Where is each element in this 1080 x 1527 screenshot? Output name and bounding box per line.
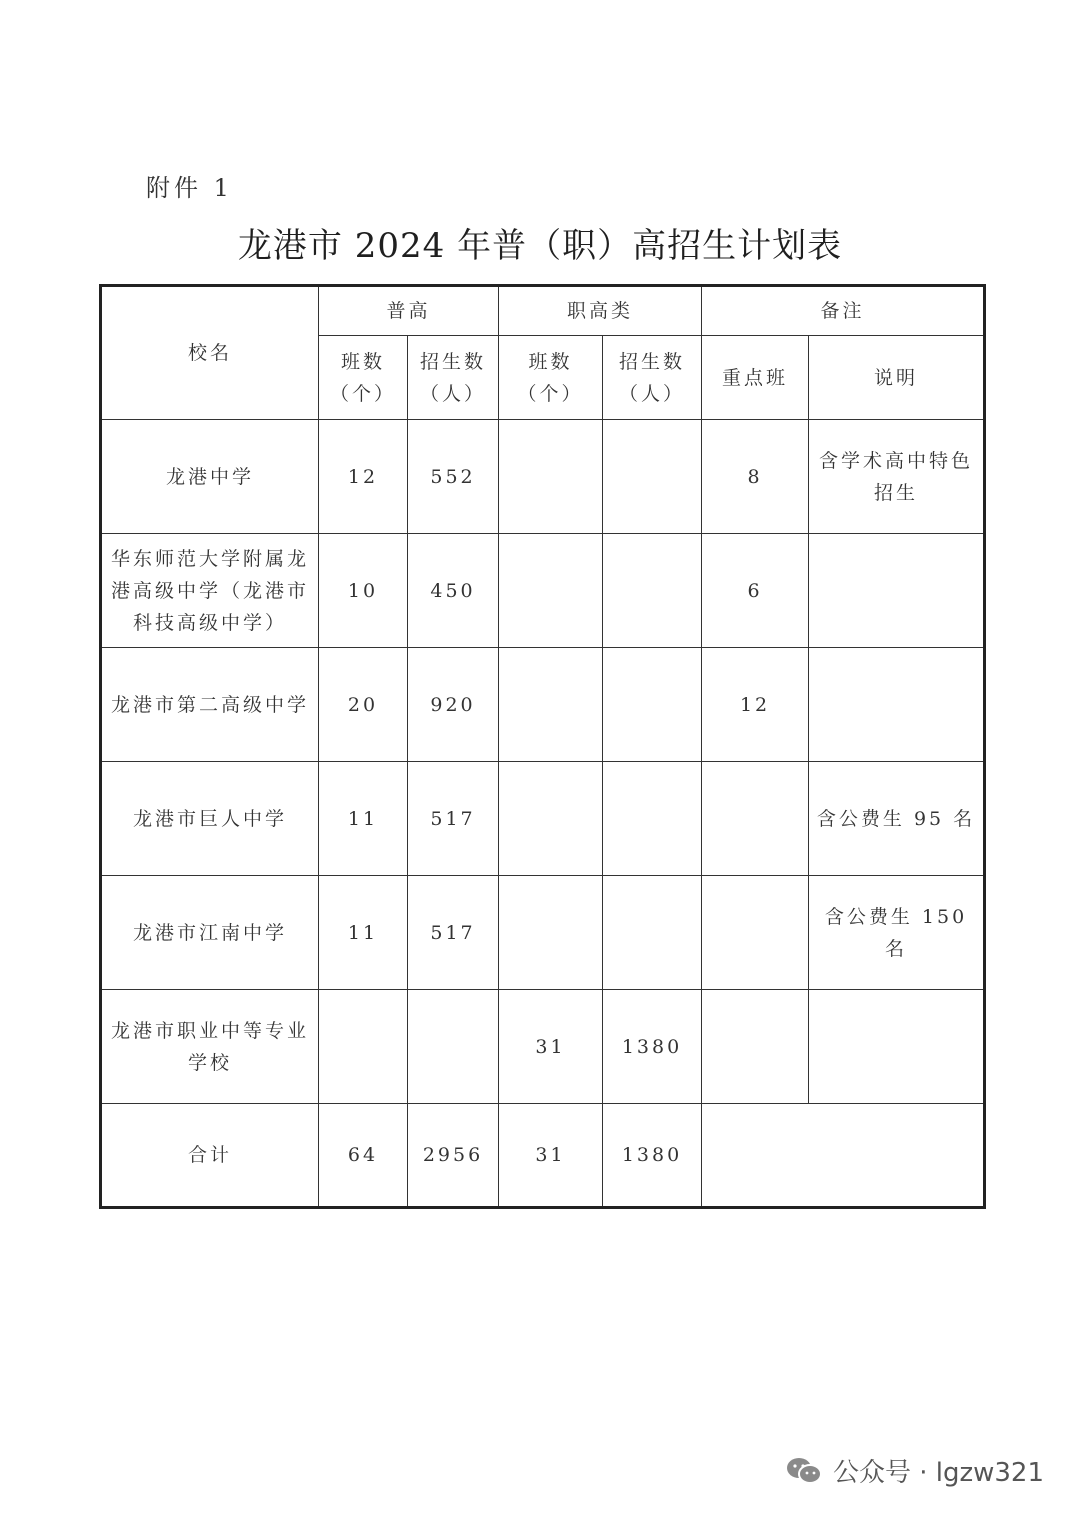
cell-note [809, 990, 985, 1104]
cell-voc-classes: 31 [499, 990, 603, 1104]
cell-key-classes: 6 [702, 534, 809, 648]
table-row [101, 990, 985, 1104]
cell-voc-classes [499, 420, 603, 534]
cell-school: 龙港市巨人中学 [101, 762, 319, 876]
cell-note: 含公费生 150 名 [809, 876, 985, 990]
cell-school: 龙港市第二高级中学 [101, 648, 319, 762]
header-voc-students [603, 336, 702, 420]
cell-general-students: 920 [408, 648, 499, 762]
table-row [101, 648, 985, 762]
total-general-students: 2956 [408, 1104, 499, 1208]
cell-general-classes: 10 [319, 534, 408, 648]
cell-note: 含学术高中特色招生 [809, 420, 985, 534]
total-voc-students: 1380 [603, 1104, 702, 1208]
header-school: 校名 [101, 286, 319, 420]
cell-general-students [408, 990, 499, 1104]
header-general-students-label: 招生数 [420, 350, 487, 373]
total-general-classes: 64 [319, 1104, 408, 1208]
cell-note: 含公费生 95 名 [809, 762, 985, 876]
cell-key-classes: 12 [702, 648, 809, 762]
header-general: 普高 [319, 286, 499, 336]
table-row [101, 420, 985, 534]
cell-general-classes: 12 [319, 420, 408, 534]
total-row [101, 1104, 985, 1208]
table-row [101, 534, 985, 648]
cell-voc-students: 1380 [603, 990, 702, 1104]
table-row [101, 876, 985, 990]
cell-school: 龙港中学 [101, 420, 319, 534]
header-general-students [408, 336, 499, 420]
header-voc-classes-label: 班数 [528, 350, 573, 373]
header-remarks: 备注 [702, 286, 985, 336]
cell-general-students: 517 [408, 876, 499, 990]
cell-key-classes [702, 876, 809, 990]
page-title: 龙港市 2024 年普（职）高招生计划表 [237, 226, 843, 266]
cell-general-classes: 11 [319, 876, 408, 990]
total-remarks [702, 1104, 985, 1208]
wechat-icon [785, 1455, 823, 1487]
header-general-classes-label: 班数 [340, 350, 385, 373]
header-general-students-unit: （人） [420, 382, 487, 405]
cell-voc-students [603, 648, 702, 762]
cell-key-classes [702, 762, 809, 876]
cell-voc-classes [499, 534, 603, 648]
enrollment-plan-table [99, 284, 986, 1209]
header-notes: 说明 [809, 336, 985, 420]
header-voc-classes-unit: （个） [517, 382, 584, 405]
cell-key-classes [702, 990, 809, 1104]
cell-voc-students [603, 534, 702, 648]
cell-voc-students [603, 420, 702, 534]
header-voc-classes [499, 336, 603, 420]
total-label: 合计 [101, 1104, 319, 1208]
header-row-1 [101, 286, 985, 336]
header-general-classes [319, 336, 408, 420]
cell-voc-students [603, 876, 702, 990]
cell-general-classes: 11 [319, 762, 408, 876]
cell-key-classes: 8 [702, 420, 809, 534]
table-row [101, 762, 985, 876]
watermark [785, 1452, 1044, 1489]
header-voc-students-unit: （人） [619, 382, 686, 405]
cell-voc-classes [499, 762, 603, 876]
attachment-label: 附件 1 [146, 174, 233, 202]
cell-general-classes: 20 [319, 648, 408, 762]
cell-voc-classes [499, 876, 603, 990]
cell-general-students: 552 [408, 420, 499, 534]
header-voc-students-label: 招生数 [619, 350, 686, 373]
watermark-text: 公众号 · lgzw321 [832, 1458, 1044, 1488]
cell-school: 龙港市职业中等专业学校 [101, 990, 319, 1104]
cell-voc-classes [499, 648, 603, 762]
cell-school: 龙港市江南中学 [101, 876, 319, 990]
header-general-classes-unit: （个） [329, 382, 396, 405]
cell-voc-students [603, 762, 702, 876]
cell-school: 华东师范大学附属龙港高级中学（龙港市科技高级中学） [101, 534, 319, 648]
cell-general-classes [319, 990, 408, 1104]
cell-note [809, 534, 985, 648]
cell-general-students: 517 [408, 762, 499, 876]
cell-general-students: 450 [408, 534, 499, 648]
total-voc-classes: 31 [499, 1104, 603, 1208]
header-key-classes: 重点班 [702, 336, 809, 420]
header-vocational: 职高类 [499, 286, 702, 336]
cell-note [809, 648, 985, 762]
